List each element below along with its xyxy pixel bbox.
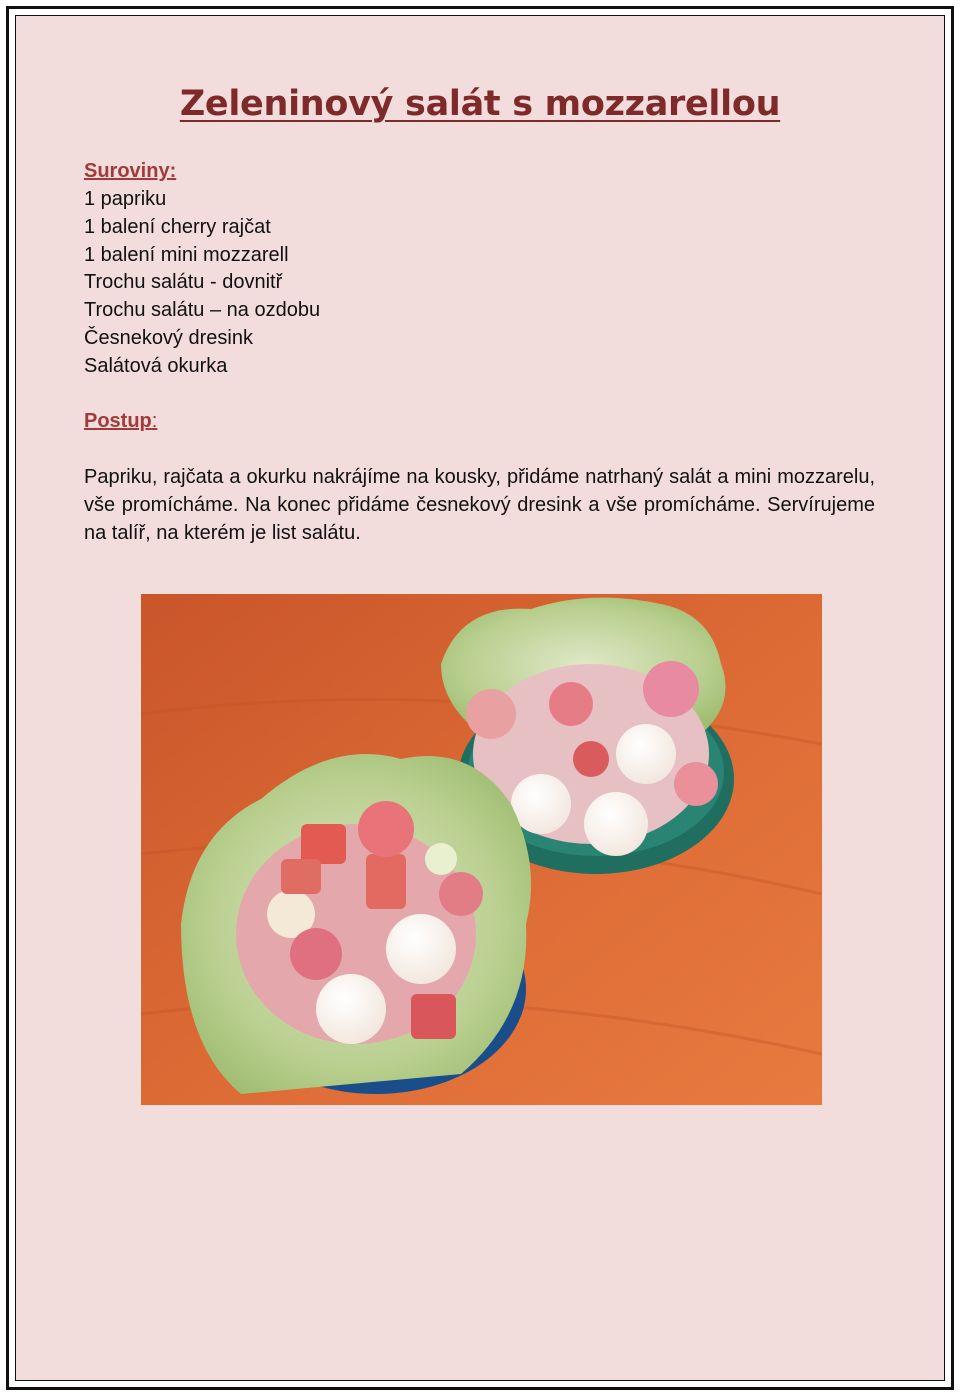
- ingredients-label: Suroviny:: [84, 160, 177, 182]
- list-item: 1 papriku: [84, 188, 167, 210]
- list-item: 1 balení cherry rajčat: [84, 215, 271, 238]
- procedure-text: Papriku, rajčata a okurku nakrájíme na kousky, přidáme natrhaný salát a mini mozzarelu, vše promícháme. Na konec přidáme česnekový dresink a vše promícháme. Servírujeme na talíř, na kterém je list salátu.: [84, 466, 875, 544]
- list-item: Salátová okurka: [84, 354, 228, 377]
- procedure-label-text: Postup: [84, 410, 152, 432]
- procedure-label-colon: :: [151, 410, 158, 432]
- list-item: Česnekový dresink: [84, 326, 253, 349]
- salad-photo-illustration: [141, 594, 822, 1105]
- procedure-label: [84, 410, 157, 433]
- ingredients-list: [84, 186, 320, 381]
- salad-photo: [141, 594, 822, 1105]
- list-item: 1 balení mini mozzarell: [84, 243, 289, 266]
- list-item: Trochu salátu – na ozdobu: [84, 299, 321, 322]
- list-item: Trochu salátu - dovnitř: [84, 271, 283, 294]
- recipe-title: Zeleninový salát s mozzarellou: [179, 84, 781, 124]
